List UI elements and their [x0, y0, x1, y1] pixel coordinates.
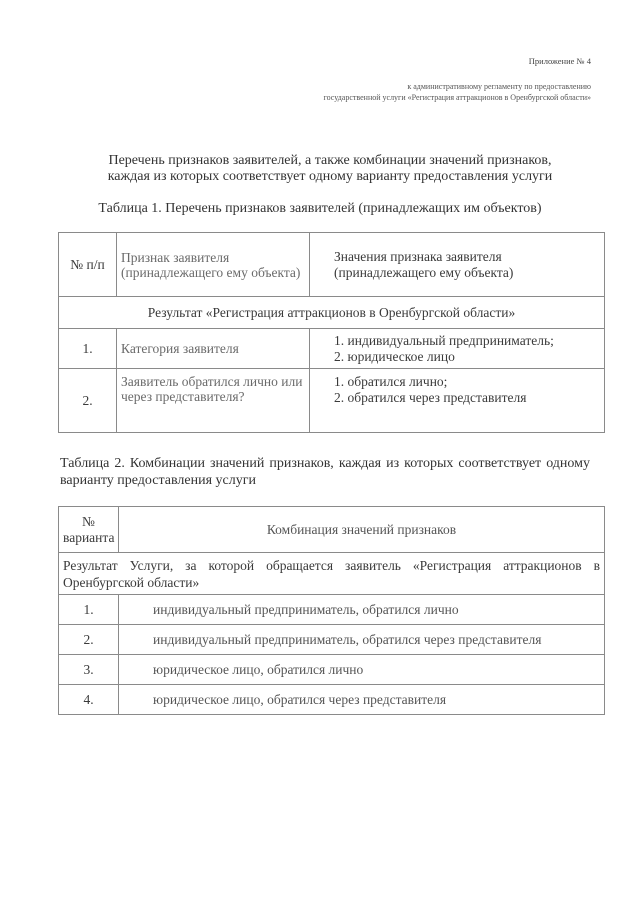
row-num: 2.	[59, 369, 117, 433]
header-num: № п/п	[59, 233, 117, 297]
variant-combination: юридическое лицо, обратился через представителя	[119, 685, 605, 715]
attributes-table	[58, 232, 605, 433]
table-header-row	[59, 233, 605, 297]
table-row	[59, 625, 605, 655]
variant-combination: индивидуальный предприниматель, обратился через представителя	[119, 625, 605, 655]
variant-num: 4.	[59, 685, 119, 715]
appendix-subtitle-line1: к административному регламенту по предоставлению	[407, 82, 591, 91]
appendix-subtitle-line2: государственной услуги «Регистрация аттракционов в Оренбургской области»	[323, 93, 591, 102]
row-attribute: Категория заявителя	[117, 329, 310, 369]
table-row	[59, 685, 605, 715]
row-value: 1. индивидуальный предприниматель;	[334, 332, 554, 348]
appendix-subtitle	[151, 81, 591, 103]
row-value: 2. обратился через представителя	[334, 390, 527, 405]
table-row	[59, 595, 605, 625]
result-row-text: Результат «Регистрация аттракционов в Оренбургской области»	[59, 297, 605, 329]
row-value: 1. обратился лично;	[334, 374, 448, 389]
row-value: 2. юридическое лицо	[334, 348, 455, 364]
document-heading-line2: каждая из которых соответствует одному варианту предоставления услуги	[107, 169, 553, 184]
service-row	[59, 553, 605, 595]
table-header-row	[59, 507, 605, 553]
appendix-title: Приложение № 4	[528, 56, 591, 66]
document-heading	[60, 153, 600, 185]
row-values	[310, 329, 605, 369]
header-values: Значения признака заявителя (принадлежащего ему объекта)	[310, 233, 605, 297]
header-variant-num: № варианта	[59, 507, 119, 553]
service-row-text: Результат Услуги, за которой обращается заявитель «Регистрация аттракционов в Оренбургской области»	[59, 553, 605, 595]
table-row	[59, 655, 605, 685]
variant-combination: индивидуальный предприниматель, обратился лично	[119, 595, 605, 625]
document-heading-line1: Перечень признаков заявителей, а также комбинации значений признаков,	[108, 153, 552, 168]
table1-caption: Таблица 1. Перечень признаков заявителей (принадлежащих им объектов)	[98, 201, 542, 216]
result-row	[59, 297, 605, 329]
row-num: 1.	[59, 329, 117, 369]
variant-combination: юридическое лицо, обратился лично	[119, 655, 605, 685]
table2-caption: Таблица 2. Комбинации значений признаков, каждая из которых соответствует одному варианту предоставления услуги	[60, 456, 590, 488]
table-row	[59, 329, 605, 369]
variant-num: 3.	[59, 655, 119, 685]
header-combination: Комбинация значений признаков	[119, 507, 605, 553]
table-row	[59, 369, 605, 433]
header-attribute: Признак заявителя (принадлежащего ему объекта)	[117, 233, 310, 297]
row-attribute: Заявитель обратился лично или через представителя?	[117, 369, 310, 433]
variant-num: 2.	[59, 625, 119, 655]
row-values	[310, 369, 605, 433]
variant-num: 1.	[59, 595, 119, 625]
combinations-table	[58, 506, 605, 715]
